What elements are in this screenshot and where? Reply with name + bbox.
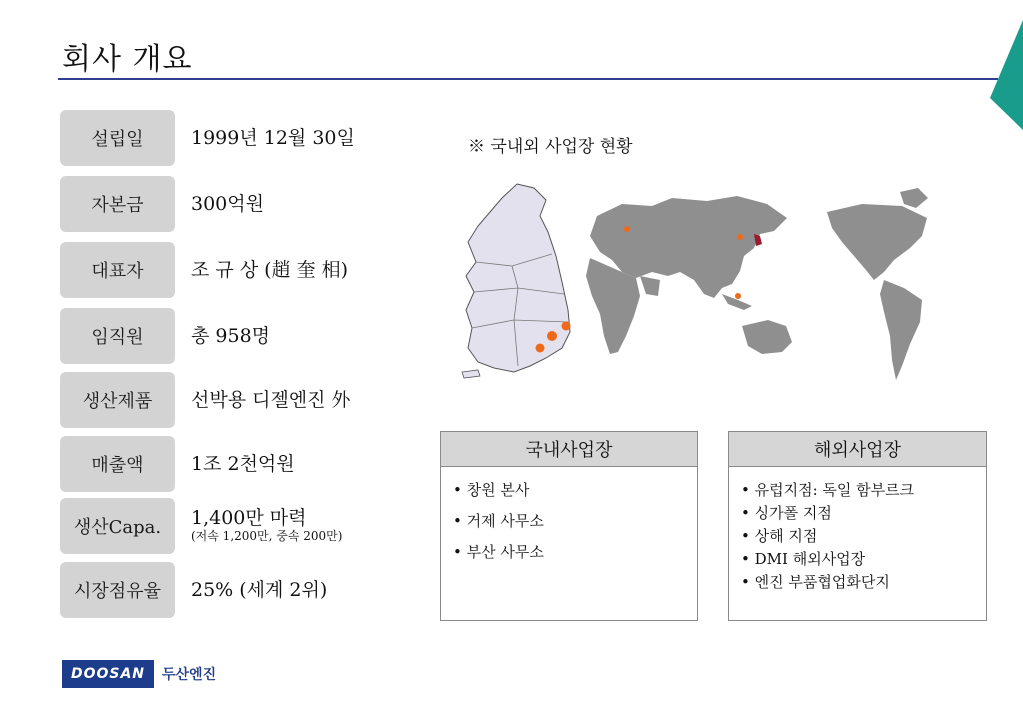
north-america-landmass [827,204,927,280]
marker-changwon [547,331,557,341]
list-item: • 상해 지점 [741,525,986,546]
info-value: 총 958명 [191,324,271,347]
logo-badge: DOOSAN [62,660,154,688]
info-row-capital [60,176,264,232]
info-value: 300억원 [191,192,264,215]
overseas-sites-heading: 해외사업장 [729,432,986,467]
info-label: 시장점유율 [60,562,175,618]
list-item: • DMI 해외사업장 [741,548,986,569]
info-label: 임직원 [60,308,175,364]
korea-map [462,184,570,378]
info-subvalue: (저속 1,200만, 중속 200만) [191,529,343,544]
info-row-employees [60,308,270,364]
list-item: • 거제 사무소 [453,510,697,531]
info-row-ceo [60,242,348,298]
site-location-maps [422,176,1002,396]
list-item: • 창원 본사 [453,479,697,500]
australia-landmass [742,320,792,354]
info-row-products [60,372,351,428]
arabia-landmass [640,276,660,296]
info-label: 자본금 [60,176,175,232]
marker-busan [536,344,545,353]
info-row-market-share [60,562,327,618]
marker-hamburg [624,226,630,232]
info-value: 25% (세계 2위) [191,578,328,601]
page-title: 회사 개요 [62,42,193,77]
info-value: 선박용 디젤엔진 外 [191,388,351,411]
info-value: 조 규 상 (趙 奎 相) [191,258,349,281]
list-item: • 부산 사무소 [453,541,697,562]
domestic-sites-box [440,431,698,621]
list-item: • 엔진 부품협업화단지 [741,571,986,592]
title-divider [58,78,998,80]
jeju-island [462,370,480,378]
info-value: 1,400만 마력 (저속 1,200만, 중속 200만) [191,507,343,544]
overseas-sites-box [728,431,987,621]
info-row-revenue [60,436,295,492]
list-item: • 싱가폴 지점 [741,502,986,523]
info-label: 생산Capa. [60,498,175,554]
doosan-logo [62,660,216,688]
list-item: • 유럽지점: 독일 함부르크 [741,479,986,500]
info-row-capacity [60,498,342,554]
marker-singapore [735,293,741,299]
corner-triangle-decoration [988,20,1023,130]
logo-text: 두산엔진 [162,667,217,683]
south-america-landmass [880,280,922,380]
info-row-founded [60,110,355,166]
domestic-sites-heading: 국내사업장 [441,432,697,467]
info-label: 설립일 [60,110,175,166]
map-caption: ※ 국내외 사업장 현황 [468,137,633,157]
marker-shanghai [737,234,743,240]
world-map [586,188,928,380]
korean-peninsula [466,184,570,372]
info-label: 생산제품 [60,372,175,428]
info-value: 1조 2천억원 [191,452,295,475]
marker-geoje [562,322,571,331]
greenland-landmass [900,188,928,208]
info-label: 매출액 [60,436,175,492]
info-label: 대표자 [60,242,175,298]
info-value: 1999년 12월 30일 [191,126,355,149]
